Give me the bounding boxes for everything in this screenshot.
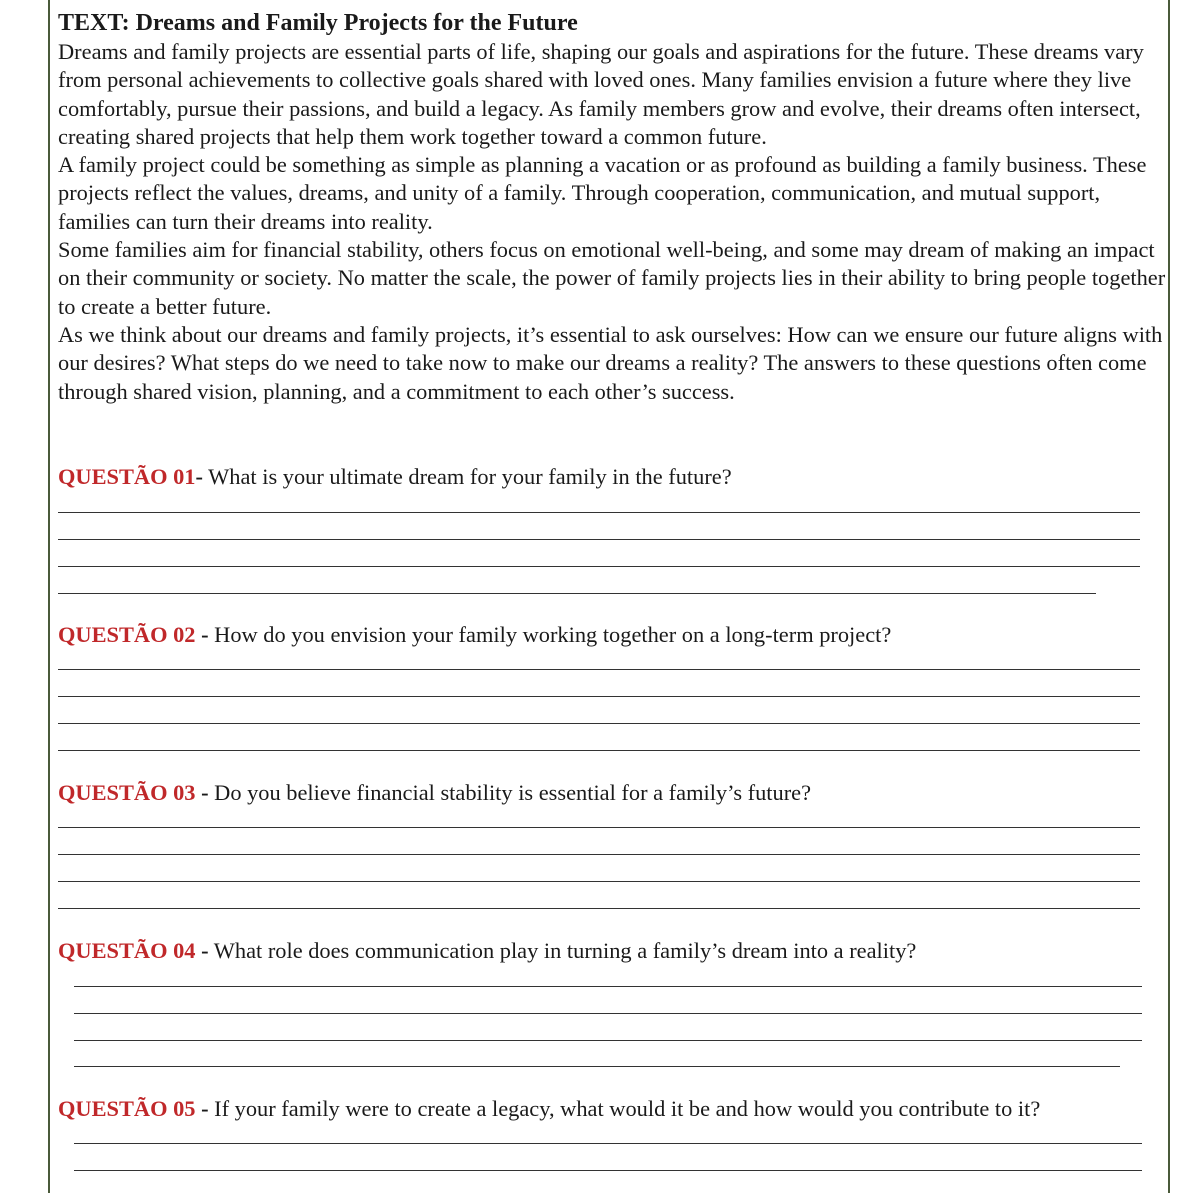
- question-label: QUESTÃO 01: [58, 464, 196, 489]
- answer-line[interactable]: [74, 1066, 1120, 1067]
- answer-line[interactable]: [58, 512, 1140, 513]
- question-text: How do you envision your family working together on a long-term project?: [208, 622, 892, 647]
- answer-line[interactable]: [58, 593, 1096, 594]
- answer-line[interactable]: [74, 1040, 1142, 1041]
- answer-line[interactable]: [58, 881, 1140, 882]
- answer-line[interactable]: [58, 723, 1140, 724]
- answer-line[interactable]: [74, 986, 1142, 987]
- question-text: Do you believe financial stability is essential for a family’s future?: [208, 780, 812, 805]
- question-label: QUESTÃO 05: [58, 1096, 196, 1121]
- question-04: [58, 936, 916, 966]
- question-separator: -: [195, 780, 209, 805]
- text-title: TEXT: Dreams and Family Projects for the Future: [58, 10, 578, 36]
- paragraph-1: Dreams and family projects are essential parts of life, shaping our goals and aspirations for the future. These dreams vary from personal achievements to collective goals shared with loved ones. Many families envision a future where they live comfortably, pursue their passions, and build a legacy. As family members grow and evolve, their dreams often intersect, creating shared projects that help them work together toward a common future.: [58, 39, 1144, 149]
- answer-line[interactable]: [58, 854, 1140, 855]
- question-text: If your family were to create a legacy, what would it be and how would you contribute to it?: [208, 1096, 1041, 1121]
- answer-line[interactable]: [74, 1013, 1142, 1014]
- question-03: [58, 778, 811, 808]
- answer-line[interactable]: [58, 908, 1140, 909]
- page-border-left: [48, 0, 50, 1193]
- answer-line[interactable]: [58, 566, 1140, 567]
- answer-line[interactable]: [58, 539, 1140, 540]
- question-label: QUESTÃO 03: [58, 780, 196, 805]
- answer-line[interactable]: [58, 696, 1140, 697]
- paragraph-4: As we think about our dreams and family projects, it’s essential to ask ourselves: How can we ensure our future aligns with our desires? What steps do we need to take now to make our dreams a reality? The answers to these questions often come through shared vision, planning, and a commitment to each other’s success.: [58, 321, 1163, 404]
- question-text: What role does communication play in turning a family’s dream into a reality?: [208, 938, 917, 963]
- question-label: QUESTÃO 04: [58, 938, 196, 963]
- paragraph-2: A family project could be something as simple as planning a vacation or as profound as building a family business. These projects reflect the values, dreams, and unity of a family. Through cooperation, communication, and mutual support, families can turn their dreams into reality.: [58, 152, 1147, 234]
- answer-line[interactable]: [58, 827, 1140, 828]
- page-border-right: [1168, 0, 1170, 1193]
- question-separator: -: [195, 1096, 209, 1121]
- question-01: [58, 462, 732, 492]
- answer-line[interactable]: [58, 669, 1140, 670]
- reading-text: [58, 8, 1166, 406]
- question-label: QUESTÃO 02: [58, 622, 196, 647]
- question-separator: -: [195, 938, 209, 963]
- answer-line[interactable]: [74, 1170, 1142, 1171]
- paragraph-3: Some families aim for financial stability, others focus on emotional well-being, and some may dream of making an impact on their community or society. No matter the scale, the power of family projects lies in their ability to bring people together to create a better future.: [58, 237, 1166, 319]
- answer-line[interactable]: [58, 750, 1140, 751]
- question-separator: -: [195, 464, 203, 489]
- question-02: [58, 620, 891, 650]
- question-05: [58, 1094, 1040, 1124]
- answer-line[interactable]: [74, 1143, 1142, 1144]
- question-text: What is your ultimate dream for your family in the future?: [202, 464, 732, 489]
- question-separator: -: [195, 622, 209, 647]
